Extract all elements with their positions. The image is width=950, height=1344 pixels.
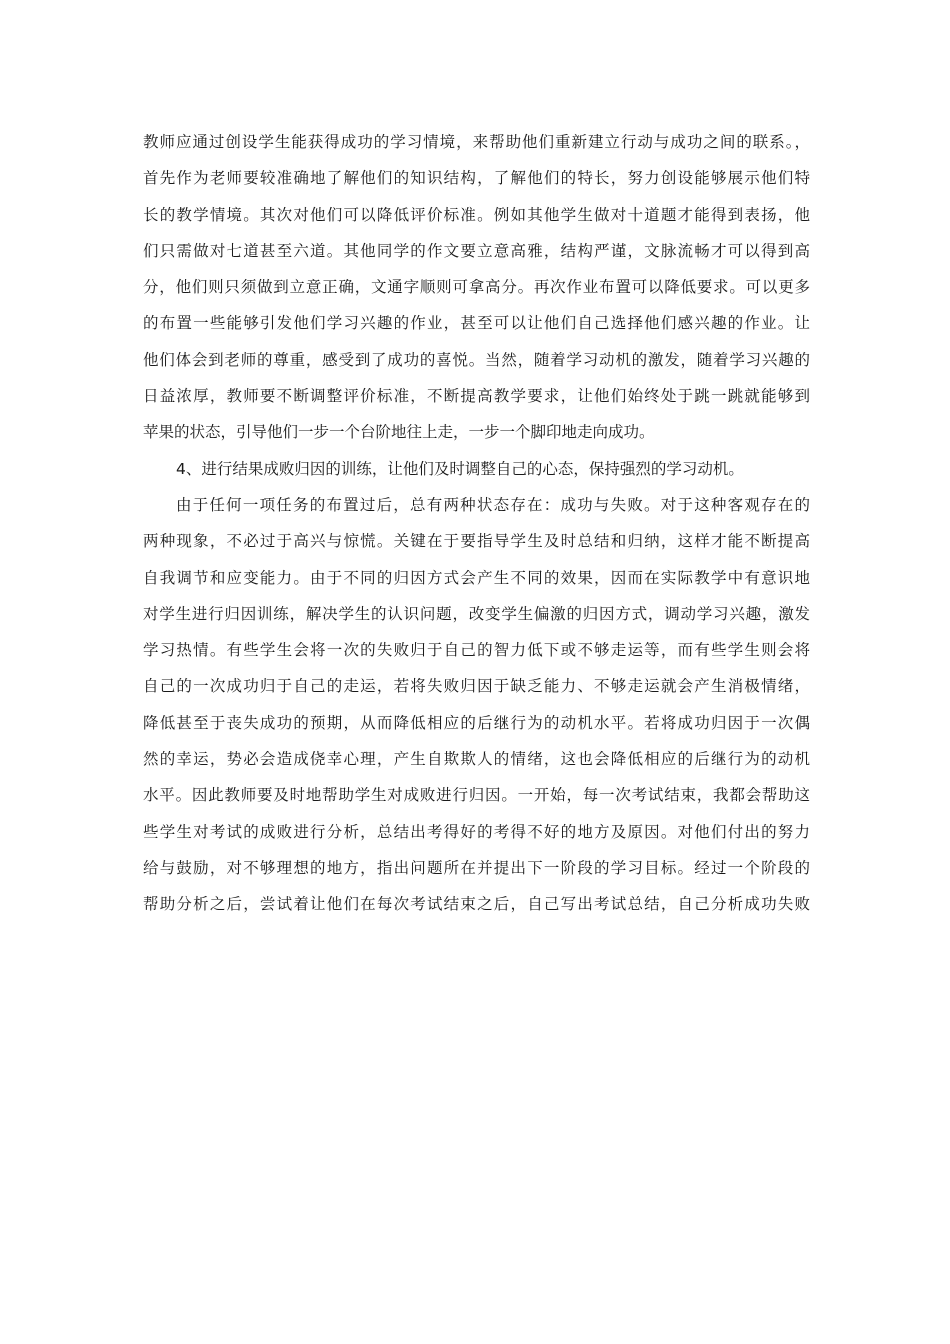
paragraph-line: 由于任何一项任务的布置过后，总有两种状态存在：成功与失败。对于这种客观存在的: [176, 495, 810, 514]
paragraph-line: 他们体会到老师的尊重，感受到了成功的喜悦。当然，随着学习动机的激发，随着学习兴趣的: [143, 350, 810, 369]
paragraph-line: 对学生进行归因训练，解决学生的认识问题，改变学生偏激的归因方式，调动学习兴趣，激发: [143, 604, 810, 623]
paragraph-line: 水平。因此教师要及时地帮助学生对成败进行归因。一开始，每一次考试结束，我都会帮助这: [143, 786, 810, 805]
section-heading-4: [143, 451, 810, 487]
paragraph-line: 教师应通过创设学生能获得成功的学习情境，来帮助他们重新建立行动与成功之间的联系。，: [143, 133, 810, 151]
paragraph-line: 首先作为老师要较准确地了解他们的知识结构，了解他们的特长，努力创设能够展示他们特: [143, 169, 810, 188]
paragraph-line: 自我调节和应变能力。由于不同的归因方式会产生不同的效果，因而在实际教学中有意识地: [143, 568, 810, 587]
paragraph-1: [143, 124, 810, 451]
paragraph-line: 帮助分析之后，尝试着让他们在每次考试结束之后，自己写出考试总结，自己分析成功失败: [143, 895, 810, 914]
paragraph-line: 日益浓厚，教师要不断调整评价标准，不断提高教学要求，让他们始终处于跳一跳就能够到: [143, 387, 810, 406]
paragraph-line: 给与鼓励，对不够理想的地方，指出问题所在并提出下一阶段的学习目标。经过一个阶段的: [143, 858, 810, 877]
paragraph-line: 苹果的状态，引导他们一步一个台阶地往上走，一步一个脚印地走向成功。: [143, 423, 655, 442]
paragraph-line: 的布置一些能够引发他们学习兴趣的作业，甚至可以让他们自己选择他们感兴趣的作业。让: [143, 314, 810, 333]
paragraph-line: 自己的一次成功归于自己的走运，若将失败归因于缺乏能力、不够走运就会产生消极情绪，: [143, 677, 810, 696]
paragraph-line: 长的教学情境。其次对他们可以降低评价标准。例如其他学生做对十道题才能得到表扬，他: [143, 205, 810, 224]
paragraph-line: 学习热情。有些学生会将一次的失败归于自己的智力低下或不够走运等，而有些学生则会将: [143, 641, 810, 660]
paragraph-line: 降低甚至于丧失成功的预期，从而降低相应的后继行为的动机水平。若将成功归因于一次偶: [143, 713, 810, 732]
heading-line: 4、进行结果成败归因的训练，让他们及时调整自己的心态，保持强烈的学习动机。: [176, 459, 744, 478]
document-body: [143, 124, 810, 923]
paragraph-line: 些学生对考试的成败进行分析，总结出考得好的考得不好的地方及原因。对他们付出的努力: [143, 822, 810, 841]
paragraph-line: 分，他们则只须做到立意正确，文通字顺则可拿高分。再次作业布置可以降低要求。可以更多: [143, 278, 810, 297]
paragraph-line: 两种现象，不必过于高兴与惊慌。关键在于要指导学生及时总结和归纳，这样才能不断提高: [143, 532, 810, 551]
paragraph-line: 们只需做对七道甚至六道。其他同学的作文要立意高雅，结构严谨，文脉流畅才可以得到高: [143, 241, 810, 260]
paragraph-line: 然的幸运，势必会造成侥幸心理，产生自欺欺人的情绪，这也会降低相应的后继行为的动机: [143, 750, 810, 769]
paragraph-2: [143, 487, 810, 923]
